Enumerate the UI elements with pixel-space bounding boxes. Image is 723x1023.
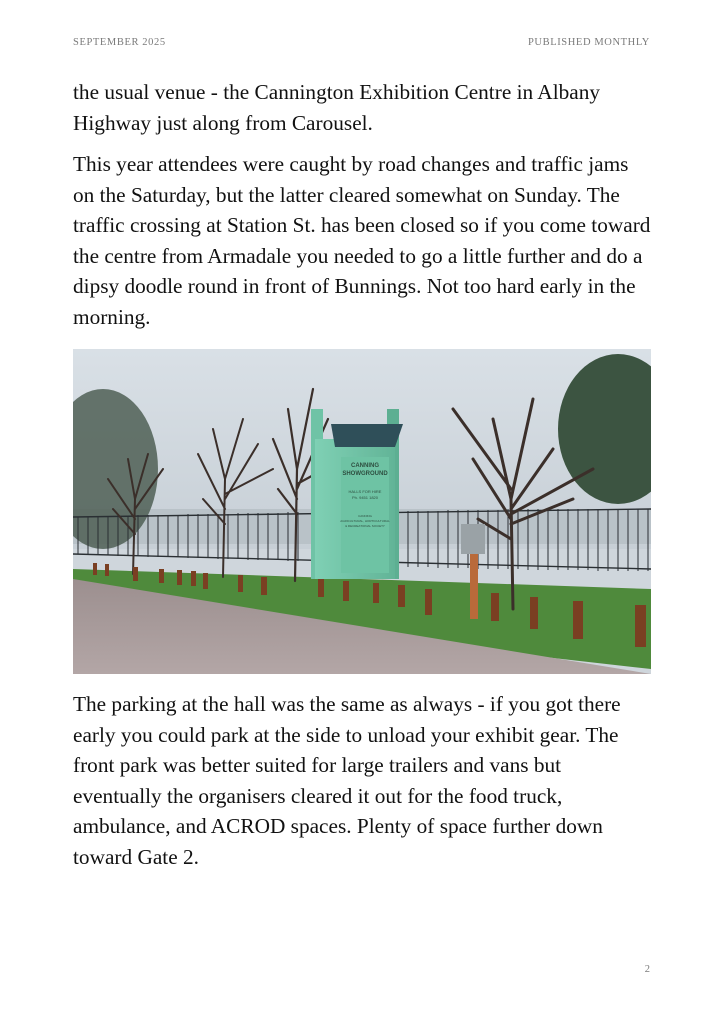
header-date: SEPTEMBER 2025 — [73, 37, 166, 48]
sign-line-4: Ph. 9451 1820 — [351, 495, 379, 500]
paragraph-3-text: The parking at the hall was the same as always - if you got there early you could park at the side to unload your exhibit gear. The front park was better suited for large trailers and vans but eventually the organisers cleared it out for the food truck, ambulance, and ACROD spaces. Plenty of space further down toward Gate 2. — [73, 692, 621, 869]
utility-box — [461, 524, 485, 554]
running-header — [73, 37, 650, 51]
showground-photo — [73, 349, 651, 674]
sign-line-5: CANNING — [358, 514, 372, 518]
paragraph-2-text: This year attendees were caught by road changes and traffic jams on the Saturday, but the latter cleared somewhat on Sunday. The traffic crossing at Station St. has been closed so if you come toward the centre from Armadale you needed to go a little further and do a dipsy doodle round in front of Bunnings. Not too hard early in the morning. — [73, 152, 651, 329]
header-publication-frequency: PUBLISHED MONTHLY — [527, 37, 650, 48]
paragraph-3 — [73, 689, 653, 872]
sign-line-7: & RECREATIONAL SOCIETY — [345, 524, 385, 528]
showground-photo-illustration — [73, 349, 651, 674]
paragraph-2 — [73, 149, 653, 332]
sign-line-1: CANNING — [351, 463, 379, 469]
paragraph-1-text: the usual venue - the Cannington Exhibition Centre in Albany Highway just along from Carousel. — [73, 80, 601, 135]
sign-line-2: SHOWGROUND — [342, 471, 388, 477]
sign-line-6: AGRICULTURAL, HORTICULTURAL — [340, 519, 390, 523]
page-number: 2 — [644, 964, 650, 975]
utility-post — [470, 554, 478, 619]
sign-line-3: HALLS FOR HIRE — [348, 489, 382, 494]
paragraph-1 — [73, 77, 653, 138]
